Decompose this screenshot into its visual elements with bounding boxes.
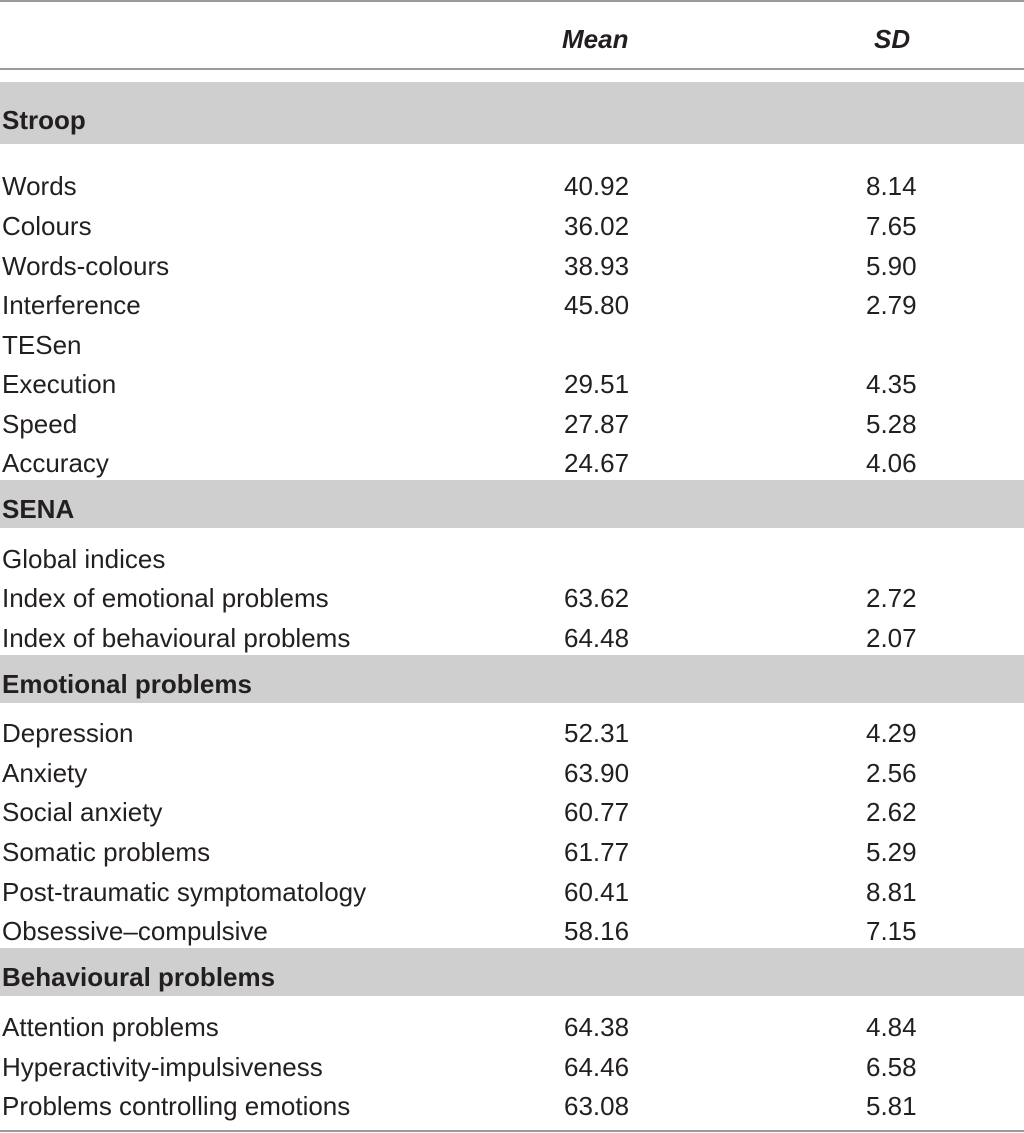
row-sd: 7.65 bbox=[866, 211, 917, 241]
row-label: Problems controlling emotions bbox=[2, 1091, 351, 1121]
section-behavioural-problems bbox=[0, 948, 1024, 996]
row-sd: 5.29 bbox=[866, 837, 917, 867]
row-sd: 4.35 bbox=[866, 369, 917, 399]
bottom-rule bbox=[0, 1130, 1024, 1132]
row-sd: 8.14 bbox=[866, 171, 917, 201]
row-mean: 60.41 bbox=[564, 877, 630, 907]
row-mean: 45.80 bbox=[564, 290, 630, 320]
header-sd: SD bbox=[874, 24, 911, 54]
row-sd: 7.15 bbox=[866, 916, 917, 946]
table-row bbox=[0, 245, 1024, 285]
row-label: TESen bbox=[2, 330, 82, 360]
table-row bbox=[0, 442, 1024, 482]
table-row bbox=[0, 284, 1024, 324]
row-label: Interference bbox=[2, 290, 141, 320]
row-label: Hyperactivity-impulsiveness bbox=[2, 1052, 323, 1082]
table-row bbox=[0, 752, 1024, 792]
table-row bbox=[0, 791, 1024, 831]
row-label: Social anxiety bbox=[2, 797, 163, 827]
row-mean: 38.93 bbox=[564, 251, 630, 281]
section-title: Stroop bbox=[2, 105, 86, 135]
row-sd: 5.81 bbox=[866, 1091, 917, 1121]
row-mean: 24.67 bbox=[564, 448, 630, 478]
table-row bbox=[0, 617, 1024, 657]
row-label: Anxiety bbox=[2, 758, 88, 788]
section-stroop bbox=[0, 82, 1024, 144]
row-sd: 2.56 bbox=[866, 758, 917, 788]
row-mean: 52.31 bbox=[564, 718, 630, 748]
row-label: Index of emotional problems bbox=[2, 583, 329, 613]
table-row bbox=[0, 1046, 1024, 1086]
row-sd: 5.90 bbox=[866, 251, 917, 281]
row-mean: 58.16 bbox=[564, 916, 630, 946]
row-mean: 63.08 bbox=[564, 1091, 630, 1121]
row-label: Words bbox=[2, 171, 77, 201]
header-mean: Mean bbox=[562, 24, 629, 54]
row-label: Somatic problems bbox=[2, 837, 211, 867]
table-row bbox=[0, 910, 1024, 950]
row-mean: 64.48 bbox=[564, 623, 630, 653]
section-emotional-problems bbox=[0, 655, 1024, 703]
row-sd: 4.29 bbox=[866, 718, 917, 748]
table-row bbox=[0, 1006, 1024, 1046]
row-mean: 40.92 bbox=[564, 171, 630, 201]
row-mean: 27.87 bbox=[564, 409, 630, 439]
table-row bbox=[0, 165, 1024, 205]
row-label: Attention problems bbox=[2, 1012, 219, 1042]
row-mean: 64.38 bbox=[564, 1012, 630, 1042]
table-row bbox=[0, 403, 1024, 443]
row-label: Index of behavioural problems bbox=[2, 623, 351, 653]
table-row bbox=[0, 712, 1024, 752]
section-title: Behavioural problems bbox=[2, 962, 276, 992]
row-mean: 63.90 bbox=[564, 758, 630, 788]
row-mean: 61.77 bbox=[564, 837, 630, 867]
row-mean: 63.62 bbox=[564, 583, 630, 613]
row-mean: 64.46 bbox=[564, 1052, 630, 1082]
row-sd: 6.58 bbox=[866, 1052, 917, 1082]
table-row bbox=[0, 538, 1024, 578]
row-label: Speed bbox=[2, 409, 78, 439]
row-sd: 2.62 bbox=[866, 797, 917, 827]
row-label: Global indices bbox=[2, 544, 166, 574]
row-sd: 2.07 bbox=[866, 623, 917, 653]
header-rule bbox=[0, 68, 1024, 70]
row-sd: 4.84 bbox=[866, 1012, 917, 1042]
table-row bbox=[0, 324, 1024, 364]
row-label: Depression bbox=[2, 718, 134, 748]
row-sd: 2.79 bbox=[866, 290, 917, 320]
section-title: Emotional problems bbox=[2, 669, 252, 699]
table-row bbox=[0, 1085, 1024, 1125]
row-label: Post-traumatic symptomatology bbox=[2, 877, 367, 907]
row-mean: 60.77 bbox=[564, 797, 630, 827]
row-mean: 29.51 bbox=[564, 369, 630, 399]
table-row bbox=[0, 363, 1024, 403]
table-row bbox=[0, 205, 1024, 245]
row-label: Colours bbox=[2, 211, 92, 241]
section-sena bbox=[0, 480, 1024, 528]
row-sd: 4.06 bbox=[866, 448, 917, 478]
row-sd: 2.72 bbox=[866, 583, 917, 613]
table-header bbox=[0, 2, 1024, 68]
table-row bbox=[0, 871, 1024, 911]
table-row bbox=[0, 831, 1024, 871]
row-mean: 36.02 bbox=[564, 211, 630, 241]
row-label: Obsessive–compulsive bbox=[2, 916, 268, 946]
row-label: Words-colours bbox=[2, 251, 170, 281]
row-label: Accuracy bbox=[2, 448, 109, 478]
row-sd: 8.81 bbox=[866, 877, 917, 907]
row-label: Execution bbox=[2, 369, 117, 399]
section-title: SENA bbox=[2, 494, 75, 524]
row-sd: 5.28 bbox=[866, 409, 917, 439]
table-row bbox=[0, 577, 1024, 617]
